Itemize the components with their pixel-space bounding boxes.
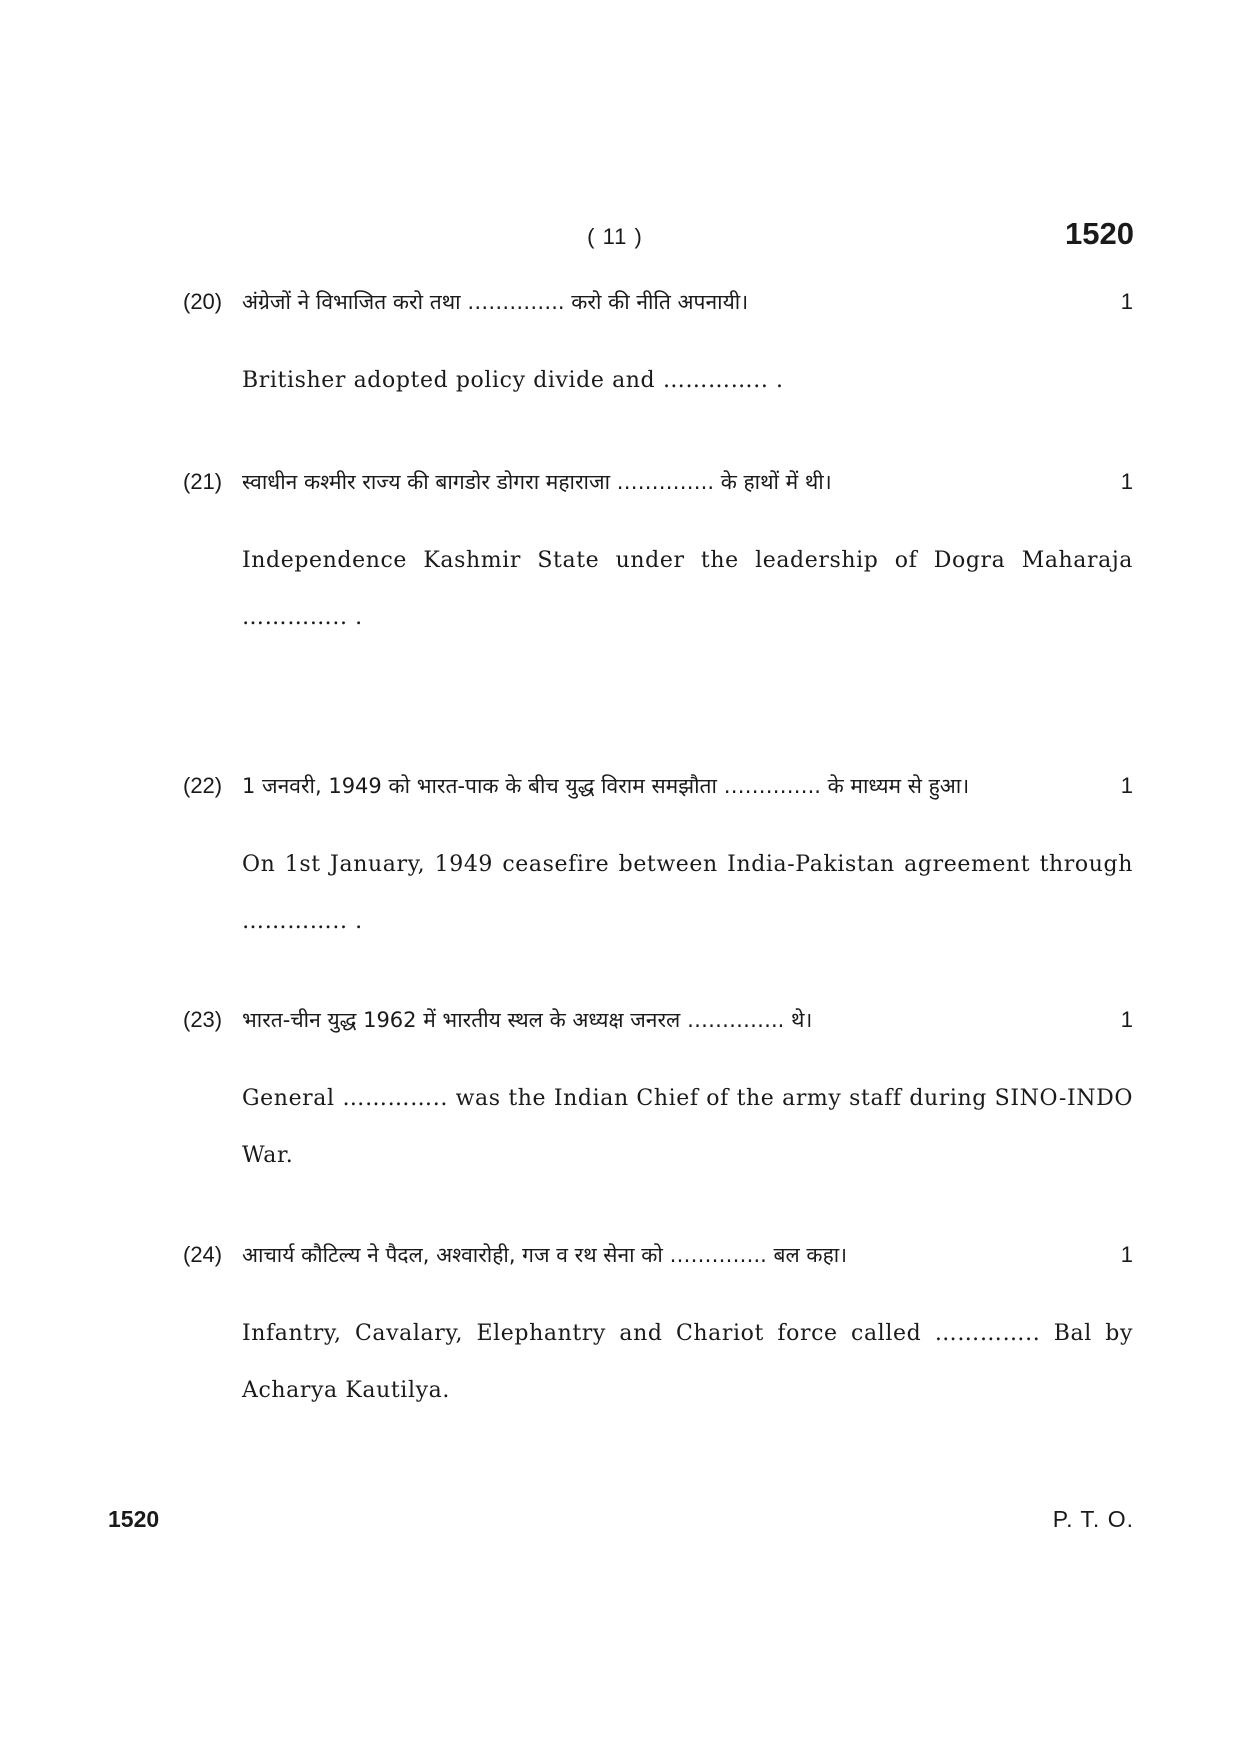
question-22	[183, 766, 1133, 950]
paper-code-header: 1520	[1065, 216, 1134, 251]
question-text-hindi: अंग्रेजों ने विभाजित करो तथा ………….. करो की नीति अपनायी।	[242, 290, 749, 314]
question-hindi-line	[183, 462, 1133, 502]
page-number: ( 11 )	[587, 224, 643, 249]
question-text-hindi: भारत-चीन युद्ध 1962 में भारतीय स्थल के अध्यक्ष जनरल ………….. थे।	[242, 1008, 813, 1032]
question-20	[183, 282, 1133, 409]
question-text-english: On 1st January, 1949 ceasefire between India-Pakistan agreement through ………….. .	[242, 852, 1133, 934]
question-21	[183, 462, 1133, 646]
question-marks: 1	[1120, 1007, 1133, 1032]
question-text-english: General ………….. was the Indian Chief of the army staff during SINO-INDO War.	[242, 1086, 1133, 1168]
question-marks: 1	[1120, 1242, 1133, 1267]
question-24	[183, 1235, 1133, 1419]
question-text-english: Independence Kashmir State under the leadership of Dogra Maharaja ………….. .	[242, 548, 1133, 630]
question-number: (22)	[183, 773, 223, 798]
question-number: (23)	[183, 1007, 223, 1032]
paper-code-footer: 1520	[108, 1506, 160, 1532]
question-marks: 1	[1120, 773, 1133, 798]
question-text-english: Britisher adopted policy divide and ………….. .	[242, 368, 784, 393]
question-text-hindi: 1 जनवरी, 1949 को भारत-पाक के बीच युद्ध विराम समझौता ………….. के माध्यम से हुआ।	[242, 774, 970, 798]
question-marks: 1	[1120, 289, 1133, 314]
question-number: (24)	[183, 1242, 223, 1267]
question-hindi-line	[183, 282, 1133, 322]
please-turn-over: P. T. O.	[1052, 1506, 1134, 1532]
question-marks: 1	[1120, 469, 1133, 494]
question-hindi-line	[183, 1235, 1133, 1275]
question-text-english: Infantry, Cavalary, Elephantry and Chariot force called ………….. Bal by Acharya Kautilya.	[242, 1321, 1133, 1403]
question-text-hindi: स्वाधीन कश्मीर राज्य की बागडोर डोगरा महाराजा ………….. के हाथों में थी।	[242, 470, 832, 494]
question-hindi-line	[183, 766, 1133, 806]
question-hindi-line	[183, 1000, 1133, 1040]
question-23	[183, 1000, 1133, 1184]
question-text-hindi: आचार्य कौटिल्य ने पैदल, अश्वारोही, गज व रथ सेना को ………….. बल कहा।	[242, 1243, 848, 1267]
question-number: (20)	[183, 289, 223, 314]
question-number: (21)	[183, 469, 223, 494]
